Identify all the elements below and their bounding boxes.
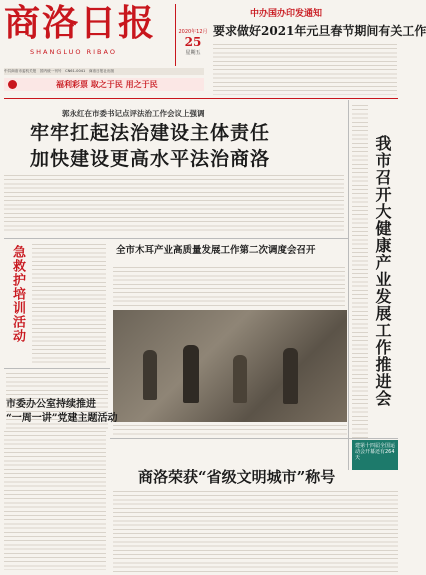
date-day: 25	[184, 35, 202, 49]
masthead-meta: 中共商洛市委机关报 国内统一刊号 CN61-0041 商洛日报社出版	[4, 69, 115, 73]
main-story-body	[4, 174, 344, 234]
bottom-story-body	[113, 490, 398, 572]
main-story-kicker: 郭永红在市委书记点评法治工作会议上强调	[62, 109, 205, 118]
divider	[4, 238, 348, 239]
photo-figure	[283, 348, 298, 404]
main-story-headline-1: 牢牢扛起法治建设主体责任	[30, 122, 271, 144]
left-bottom-headline-1: 市委办公室持续推进	[6, 399, 96, 410]
left-story-body	[32, 243, 106, 365]
news-photo	[113, 310, 347, 422]
photo-caption	[113, 424, 347, 436]
photo-figure	[233, 355, 247, 403]
lottery-ad-text: 福利彩票 取之于民 用之于民	[56, 79, 158, 89]
main-story-headline-2: 加快建设更高水平法治商洛	[30, 148, 271, 170]
bottom-story-headline: 商洛荣获“省级文明城市”称号	[138, 468, 336, 486]
divider	[348, 100, 349, 470]
games-ad-text: 建第十四届全国运动会开幕还有264天	[355, 443, 396, 461]
photo-figure	[183, 345, 199, 403]
center-story-headline: 全市木耳产业高质量发展工作第二次调度会召开	[116, 245, 316, 256]
left-bottom-body	[4, 430, 106, 570]
right-story-body	[352, 104, 368, 464]
left-bottom-headline-2: “一周一讲”党建主题活动	[6, 413, 118, 424]
games-ad	[352, 440, 398, 470]
left-story-headline: 急救护培训活动	[10, 245, 25, 343]
divider	[110, 438, 398, 439]
photo-figure	[143, 350, 157, 400]
lottery-logo-icon	[8, 80, 17, 89]
date-box	[175, 4, 210, 66]
masthead-title: 商洛日报	[4, 2, 157, 44]
right-story-headline: 我市召开大健康产业发展工作推进会	[373, 135, 392, 407]
divider	[4, 368, 110, 369]
lottery-ad	[4, 78, 204, 91]
top-story-body	[213, 43, 397, 95]
center-story-body	[113, 266, 345, 306]
top-story-kicker: 中办国办印发通知	[250, 9, 323, 19]
masthead-pinyin: SHANGLUO RIBAO	[30, 48, 117, 56]
divider	[4, 98, 398, 99]
masthead-meta-bar	[4, 68, 204, 75]
date-year-month: 2020年12月	[178, 29, 208, 35]
date-weekday: 星期五	[185, 50, 201, 56]
top-story-headline: 要求做好2021年元旦春节期间有关工作	[213, 24, 426, 38]
